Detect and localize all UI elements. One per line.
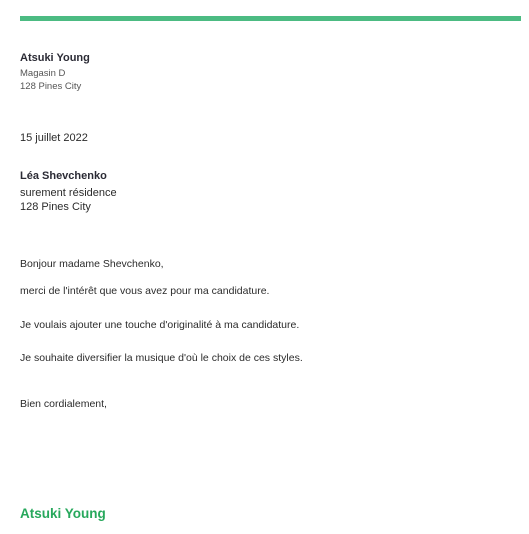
recipient-name: Léa Shevchenko [20,170,107,182]
letter-paragraph-1: merci de l'intérêt que vous avez pour ma candidature. [20,285,270,297]
signature: Atsuki Young [20,506,106,521]
recipient-address-line-2: 128 Pines City [20,201,91,213]
letter-date: 15 juillet 2022 [20,132,88,144]
recipient-address-line-1: surement résidence [20,187,117,199]
letter-paragraph-2: Je voulais ajouter une touche d'originalité à ma candidature. [20,319,300,331]
sender-address-line-2: 128 Pines City [20,81,82,92]
letter-salutation: Bonjour madame Shevchenko, [20,258,164,270]
sender-address-line-1: Magasin D [20,68,66,79]
sender-name: Atsuki Young [20,52,90,64]
letter-closing: Bien cordialement, [20,398,107,410]
letter-paragraph-3: Je souhaite diversifier la musique d'où le choix de ces styles. [20,352,303,364]
header-accent-rule [20,16,521,21]
